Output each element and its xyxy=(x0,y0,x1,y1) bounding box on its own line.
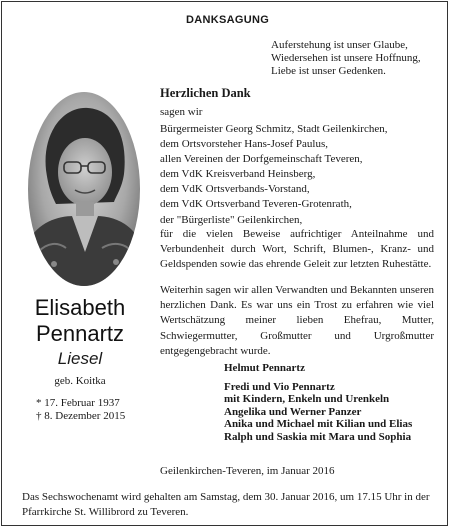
deceased-nickname: Liesel xyxy=(57,349,103,368)
motto-line: Liebe ist unser Gedenken. xyxy=(271,65,386,77)
thanks-list xyxy=(160,122,434,228)
list-item: Bürgermeister Georg Schmitz, Stadt Geilenkirchen, xyxy=(160,123,388,135)
list-item: dem VdK Ortsverband Teveren-Grotenrath, xyxy=(160,198,352,211)
list-item: dem Ortsvorsteher Hans-Josef Paulus, xyxy=(160,138,329,151)
motto xyxy=(271,39,421,78)
place-date: Geilenkirchen-Teveren, im Januar 2016 xyxy=(160,465,335,477)
thanks-intro: sagen wir xyxy=(160,106,203,118)
family-member: mit Kindern, Enkeln und Urenkeln xyxy=(224,393,390,406)
list-item: der "Bürgerliste" Geilenkirchen, xyxy=(160,213,303,226)
family-member: Anika und Michael mit Kilian und Elias xyxy=(224,418,413,431)
list-item: allen Vereinen der Dorfgemeinschaft Teveren, xyxy=(160,153,363,166)
deceased-birth-name: geb. Koitka xyxy=(54,375,106,387)
family-member: Angelika und Werner Panzer xyxy=(224,405,362,418)
family-member: Fredi und Vio Pennartz xyxy=(224,380,335,393)
life-dates xyxy=(36,397,125,423)
portrait-photo xyxy=(28,92,140,286)
family-member: Ralph und Saskia mit Mara und Sophia xyxy=(224,430,412,443)
death-date: † 8. Dezember 2015 xyxy=(36,410,126,422)
portrait-image xyxy=(28,92,140,286)
motto-line: Wiedersehen ist unsere Hoffnung, xyxy=(271,52,421,64)
family-member: Helmut Pennartz xyxy=(224,362,305,374)
thanks-paragraph-2: Weiterhin sagen wir allen Verwandten und Bekannten unseren herzlichen Dank. Es war uns ein Trost zu erfahren wie viel Wertschätzung meiner lieben Ehefrau, Mutter, Schwiegermutter, Großmutter und Urgroßmutter entgegengebracht wurde. xyxy=(160,284,434,357)
deceased-last-name: Pennartz xyxy=(35,321,125,346)
thanks-paragraph-1: für die vielen Beweise aufrichtiger Anteilnahme und Verbundenheit durch Wort, Schrift, Blumen-, Kranz- und Geldspenden sowie das ehrende Geleit zur letzten Ruhestätte. xyxy=(160,228,434,271)
birth-date: * 17. Februar 1937 xyxy=(36,397,120,409)
deceased-first-name: Elisabeth xyxy=(34,295,126,320)
thanks-heading: Herzlichen Dank xyxy=(160,86,251,100)
list-item: dem VdK Kreisverband Heinsberg, xyxy=(160,168,316,181)
motto-line: Auferstehung ist unser Glaube, xyxy=(271,39,408,51)
family-signatures xyxy=(224,362,412,444)
notice-title: DANKSAGUNG xyxy=(186,14,270,26)
list-item: dem VdK Ortsverbands-Vorstand, xyxy=(160,183,310,196)
memorial-service-note: Das Sechswochenamt wird gehalten am Samstag, dem 30. Januar 2016, um 17.15 Uhr in der Pfarrkirche St. Willibrord zu Teveren. xyxy=(22,491,430,518)
